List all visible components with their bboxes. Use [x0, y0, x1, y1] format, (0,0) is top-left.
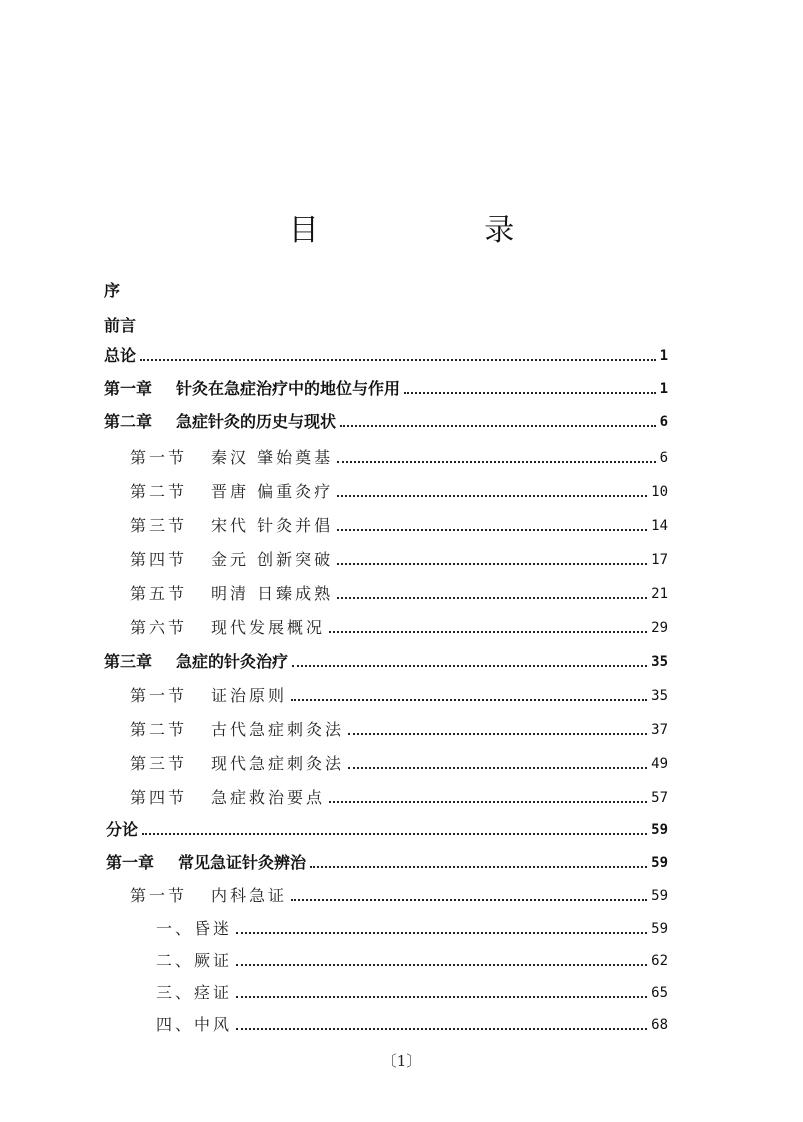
entry-label: 二、厥证 [156, 951, 233, 970]
leader-dots [340, 425, 656, 427]
entry-page: 65 [651, 985, 668, 1001]
entry-label: 三、痉证 [156, 983, 233, 1002]
toc-entry-section[interactable] [130, 515, 668, 537]
entry-label: 第一节 [130, 886, 188, 905]
entry-page: 35 [651, 654, 668, 670]
entry-label: 分论 [106, 820, 139, 839]
toc-entry-chapter[interactable] [104, 378, 668, 400]
entry-page: 1 [659, 381, 668, 397]
leader-dots [337, 495, 647, 497]
leader-dots [236, 996, 647, 998]
toc-entry-section[interactable] [130, 617, 668, 639]
entry-label: 第二节 [130, 720, 188, 739]
entry-page: 57 [651, 790, 668, 806]
entry-title: 急症救治要点 [211, 788, 326, 807]
leader-dots [236, 1028, 647, 1030]
entry-label: 第三节 [130, 754, 188, 773]
leader-dots [140, 359, 656, 361]
entry-label: 第三节 [130, 516, 188, 535]
entry-label: 第三章 [104, 652, 153, 671]
leader-dots [142, 833, 647, 835]
entry-page: 68 [651, 1017, 668, 1033]
leader-dots [236, 932, 647, 934]
entry-title: 内科急证 [211, 886, 288, 905]
entry-title: 晋唐 偏重灸疗 [211, 482, 334, 501]
toc-entry-subsection[interactable] [156, 982, 668, 1004]
entry-title: 证治原则 [211, 686, 288, 705]
entry-page: 59 [651, 888, 668, 904]
entry-title: 常见急证针灸辨治 [178, 853, 307, 872]
leader-dots [291, 899, 647, 901]
entry-label: 一、昏迷 [156, 919, 233, 938]
entry-page: 6 [659, 450, 668, 466]
entry-title: 急症针灸的历史与现状 [176, 412, 337, 431]
toc-entry-section[interactable] [130, 787, 668, 809]
toc-entry-general[interactable] [104, 345, 668, 367]
entry-label: 第二节 [130, 482, 188, 501]
toc-entry-chapter[interactable] [104, 651, 668, 673]
leader-dots [291, 699, 647, 701]
entry-label: 第四节 [130, 788, 188, 807]
entry-label: 四、中风 [156, 1015, 233, 1034]
toc-entry-specifics[interactable] [106, 819, 668, 841]
entry-label: 第一节 [130, 448, 188, 467]
toc-entry-subsection[interactable] [156, 918, 668, 940]
entry-page: 17 [651, 552, 668, 568]
toc-entry-subsection[interactable] [156, 1014, 668, 1036]
toc-entry-section[interactable] [130, 481, 668, 503]
toc-entry-foreword[interactable] [104, 315, 136, 337]
entry-title: 现代急症刺灸法 [211, 754, 345, 773]
entry-label: 第二章 [104, 412, 153, 431]
entry-title: 金元 创新突破 [211, 550, 334, 569]
entry-label: 序 [104, 281, 121, 300]
entry-label: 第四节 [130, 550, 188, 569]
page-title: 目 录 [288, 213, 593, 248]
entry-page: 29 [651, 620, 668, 636]
leader-dots [404, 392, 656, 394]
leader-dots [292, 665, 647, 667]
toc-entry-section[interactable] [130, 753, 668, 775]
leader-dots [337, 563, 647, 565]
leader-dots [337, 461, 655, 463]
entry-page: 21 [651, 586, 668, 602]
entry-title: 现代发展概况 [211, 618, 326, 637]
leader-dots [348, 733, 647, 735]
entry-title: 明清 日臻成熟 [211, 584, 334, 603]
toc-entry-section[interactable] [130, 549, 668, 571]
entry-label: 第一章 [106, 853, 155, 872]
entry-page: 1 [659, 348, 668, 364]
toc-entry-section[interactable] [130, 885, 668, 907]
entry-label: 第一章 [104, 379, 153, 398]
page-number-footer: 〔1〕 [381, 1052, 422, 1070]
entry-title: 针灸在急症治疗中的地位与作用 [176, 379, 401, 398]
entry-label: 前言 [104, 316, 137, 335]
entry-page: 14 [651, 518, 668, 534]
leader-dots [348, 767, 647, 769]
entry-page: 59 [651, 921, 668, 937]
leader-dots [329, 631, 647, 633]
entry-title: 宋代 针灸并倡 [211, 516, 334, 535]
entry-page: 59 [651, 822, 668, 838]
entry-label: 第一节 [130, 686, 188, 705]
toc-entry-chapter[interactable] [104, 411, 668, 433]
entry-label: 第五节 [130, 584, 188, 603]
entry-page: 59 [651, 855, 668, 871]
toc-entry-section[interactable] [130, 447, 668, 469]
leader-dots [337, 529, 647, 531]
toc-entry-preface[interactable] [104, 280, 120, 302]
entry-title: 秦汉 肇始奠基 [211, 448, 334, 467]
toc-entry-section[interactable] [130, 685, 668, 707]
entry-label: 第六节 [130, 618, 188, 637]
leader-dots [236, 964, 647, 966]
leader-dots [329, 801, 647, 803]
entry-label: 总论 [104, 346, 137, 365]
entry-page: 62 [651, 953, 668, 969]
toc-entry-section[interactable] [130, 719, 668, 741]
entry-title: 急症的针灸治疗 [176, 652, 289, 671]
toc-entry-subsection[interactable] [156, 950, 668, 972]
entry-page: 6 [659, 414, 668, 430]
toc-entry-section[interactable] [130, 583, 668, 605]
entry-page: 35 [651, 688, 668, 704]
leader-dots [310, 866, 647, 868]
entry-page: 49 [651, 756, 668, 772]
entry-page: 10 [651, 484, 668, 500]
toc-entry-chapter[interactable] [106, 852, 668, 874]
entry-page: 37 [651, 722, 668, 738]
entry-title: 古代急症刺灸法 [211, 720, 345, 739]
leader-dots [337, 597, 647, 599]
